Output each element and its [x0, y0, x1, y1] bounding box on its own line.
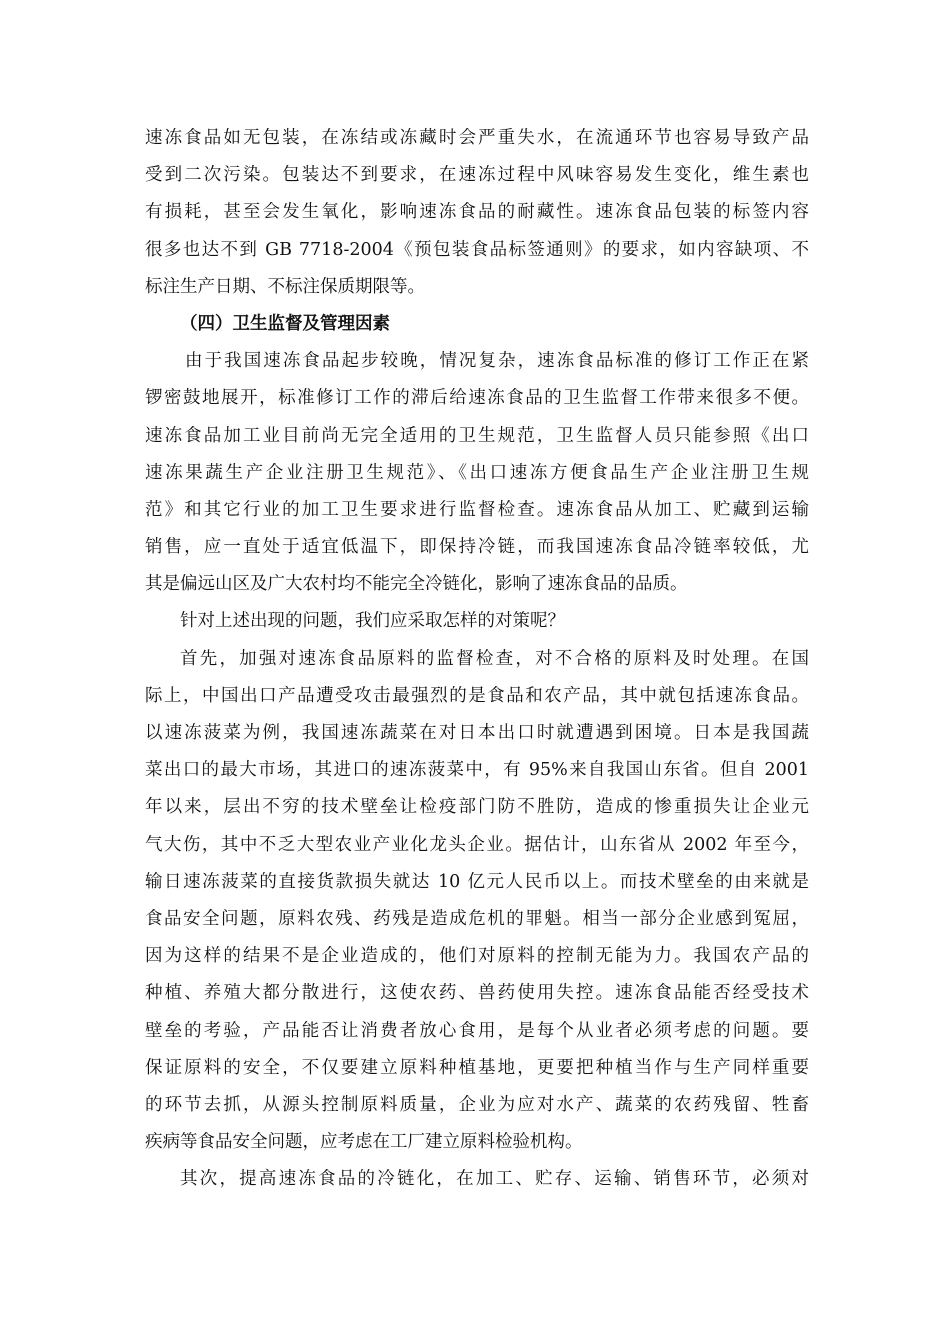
- text-line: 速冻果蔬生产企业注册卫生规范》、《出口速冻方便食品生产企业注册卫生规: [145, 462, 809, 483]
- text-line: 的环节去抓，从源头控制原料质量，企业为应对水产、蔬菜的农药残留、牲畜: [145, 1094, 809, 1115]
- text-line: 由于我国速冻食品起步较晚，情况复杂，速冻食品标准的修订工作正在紧: [185, 351, 809, 372]
- text-line: 其次，提高速冻食品的冷链化，在加工、贮存、运输、销售环节，必须对: [180, 1169, 809, 1190]
- text-line: 食品安全问题，原料农残、药残是造成危机的罪魁。相当一部分企业感到冤屈，: [145, 908, 809, 929]
- text-line: 针对上述出现的问题，我们应采取怎样的对策呢？: [180, 611, 565, 632]
- text-line: 菜出口的最大市场，其进口的速冻菠菜中，有 95%来自我国山东省。但自 2001: [145, 760, 809, 781]
- text-line: 疾病等食品安全问题，应考虑在工厂建立原料检验机构。: [145, 1132, 583, 1153]
- section-heading: （四）卫生监督及管理因素: [180, 313, 390, 334]
- text-line: 因为这样的结果不是企业造成的，他们对原料的控制无能为力。我国农产品的: [145, 946, 809, 967]
- text-line: 以速冻菠菜为例，我国速冻蔬菜在对日本出口时就遭遇到困境。日本是我国蔬: [145, 723, 809, 743]
- body-text: [145, 120, 809, 1198]
- text-line: 种植、养殖大都分散进行，这使农药、兽药使用失控。速冻食品能否经受技术: [145, 983, 809, 1004]
- text-line: 速冻食品加工业目前尚无完全适用的卫生规范，卫生监督人员只能参照《出口: [145, 425, 809, 446]
- text-line: 年以来，层出不穷的技术壁垒让检疫部门防不胜防，造成的惨重损失让企业元: [145, 797, 809, 818]
- text-line: 气大伤，其中不乏大型农业产业化龙头企业。据估计，山东省从 2002 年至今，: [145, 834, 809, 855]
- text-line: 保证原料的安全，不仅要建立原料种植基地，更要把种植当作与生产同样重要: [145, 1057, 809, 1078]
- text-line: 有损耗，甚至会发生氧化，影响速冻食品的耐藏性。速冻食品包装的标签内容: [145, 202, 809, 223]
- text-line: 输日速冻菠菜的直接货款损失就达 10 亿元人民币以上。而技术壁垒的由来就是: [145, 871, 809, 892]
- text-line: 速冻食品如无包装，在冻结或冻藏时会严重失水，在流通环节也容易导致产品: [145, 128, 809, 148]
- text-line: 壁垒的考验，产品能否让消费者放心食用，是每个从业者必须考虑的问题。要: [145, 1020, 809, 1041]
- text-line: 其是偏远山区及广大农村均不能完全冷链化，影响了速冻食品的品质。: [145, 574, 688, 595]
- text-line: 范》和其它行业的加工卫生要求进行监督检查。速冻食品从加工、贮藏到运输: [145, 499, 809, 520]
- text-line: 受到二次污染。包装达不到要求，在速冻过程中风味容易发生变化，维生素也: [145, 165, 809, 186]
- text-line: 销售，应一直处于适宜低温下，即保持冷链，而我国速冻食品冷链率较低，尤: [145, 537, 809, 558]
- text-line: 首先，加强对速冻食品原料的监督检查，对不合格的原料及时处理。在国: [180, 648, 809, 669]
- text-line: 标注生产日期、不标注保质期限等。: [145, 276, 425, 297]
- text-line: 很多也达不到 GB 7718-2004《预包装食品标签通则》的要求，如内容缺项、不: [145, 239, 809, 260]
- text-line: 际上，中国出口产品遭受攻击最强烈的是食品和农产品，其中就包括速冻食品。: [145, 685, 809, 706]
- text-line: 锣密鼓地展开，标准修订工作的滞后给速冻食品的卫生监督工作带来很多不便。: [145, 388, 809, 409]
